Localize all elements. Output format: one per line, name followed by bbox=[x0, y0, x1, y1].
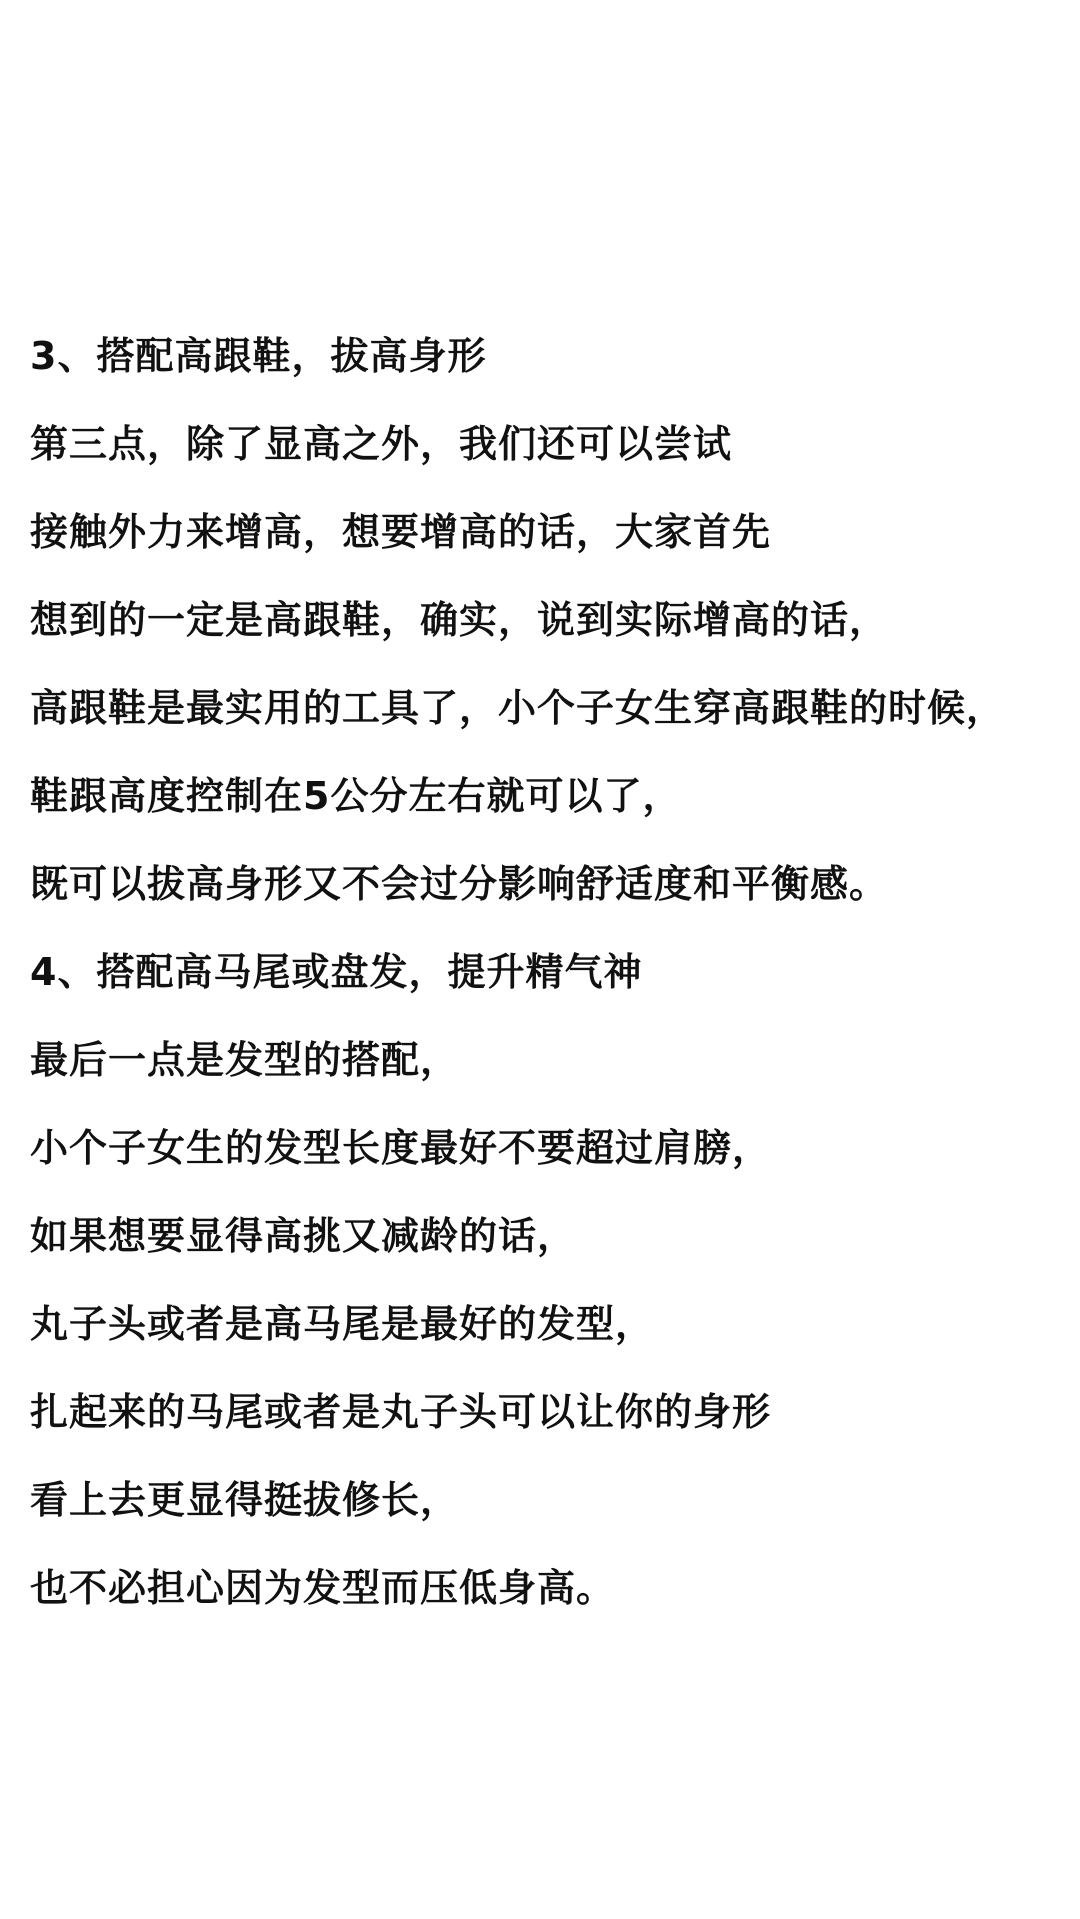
section-heading-3: 3、搭配高跟鞋，拔高身形 bbox=[30, 334, 487, 378]
paragraph-line: 也不必担心因为发型而压低身高。 bbox=[30, 1566, 616, 1610]
paragraph-line: 既可以拔高身形又不会过分影响舒适度和平衡感。 bbox=[30, 862, 889, 906]
paragraph-line: 如果想要显得高挑又减龄的话， bbox=[30, 1214, 577, 1258]
paragraph-line: 扎起来的马尾或者是丸子头可以让你的身形 bbox=[30, 1390, 772, 1434]
paragraph-line: 接触外力来增高，想要增高的话，大家首先 bbox=[30, 510, 772, 554]
paragraph-line: 高跟鞋是最实用的工具了，小个子女生穿高跟鞋的时候， bbox=[30, 686, 1006, 730]
section-heading-4: 4、搭配高马尾或盘发，提升精气神 bbox=[30, 950, 643, 994]
paragraph-line: 最后一点是发型的搭配， bbox=[30, 1038, 460, 1082]
paragraph-line: 第三点，除了显高之外，我们还可以尝试 bbox=[30, 422, 733, 466]
paragraph-line: 看上去更显得挺拔修长， bbox=[30, 1478, 460, 1522]
paragraph-line: 想到的一定是高跟鞋，确实，说到实际增高的话， bbox=[30, 598, 889, 642]
paragraph-line: 丸子头或者是高马尾是最好的发型， bbox=[30, 1302, 655, 1346]
article-text bbox=[30, 312, 1075, 1632]
paragraph-line: 小个子女生的发型长度最好不要超过肩膀， bbox=[30, 1126, 772, 1170]
paragraph-line: 鞋跟高度控制在5公分左右就可以了， bbox=[30, 774, 682, 818]
